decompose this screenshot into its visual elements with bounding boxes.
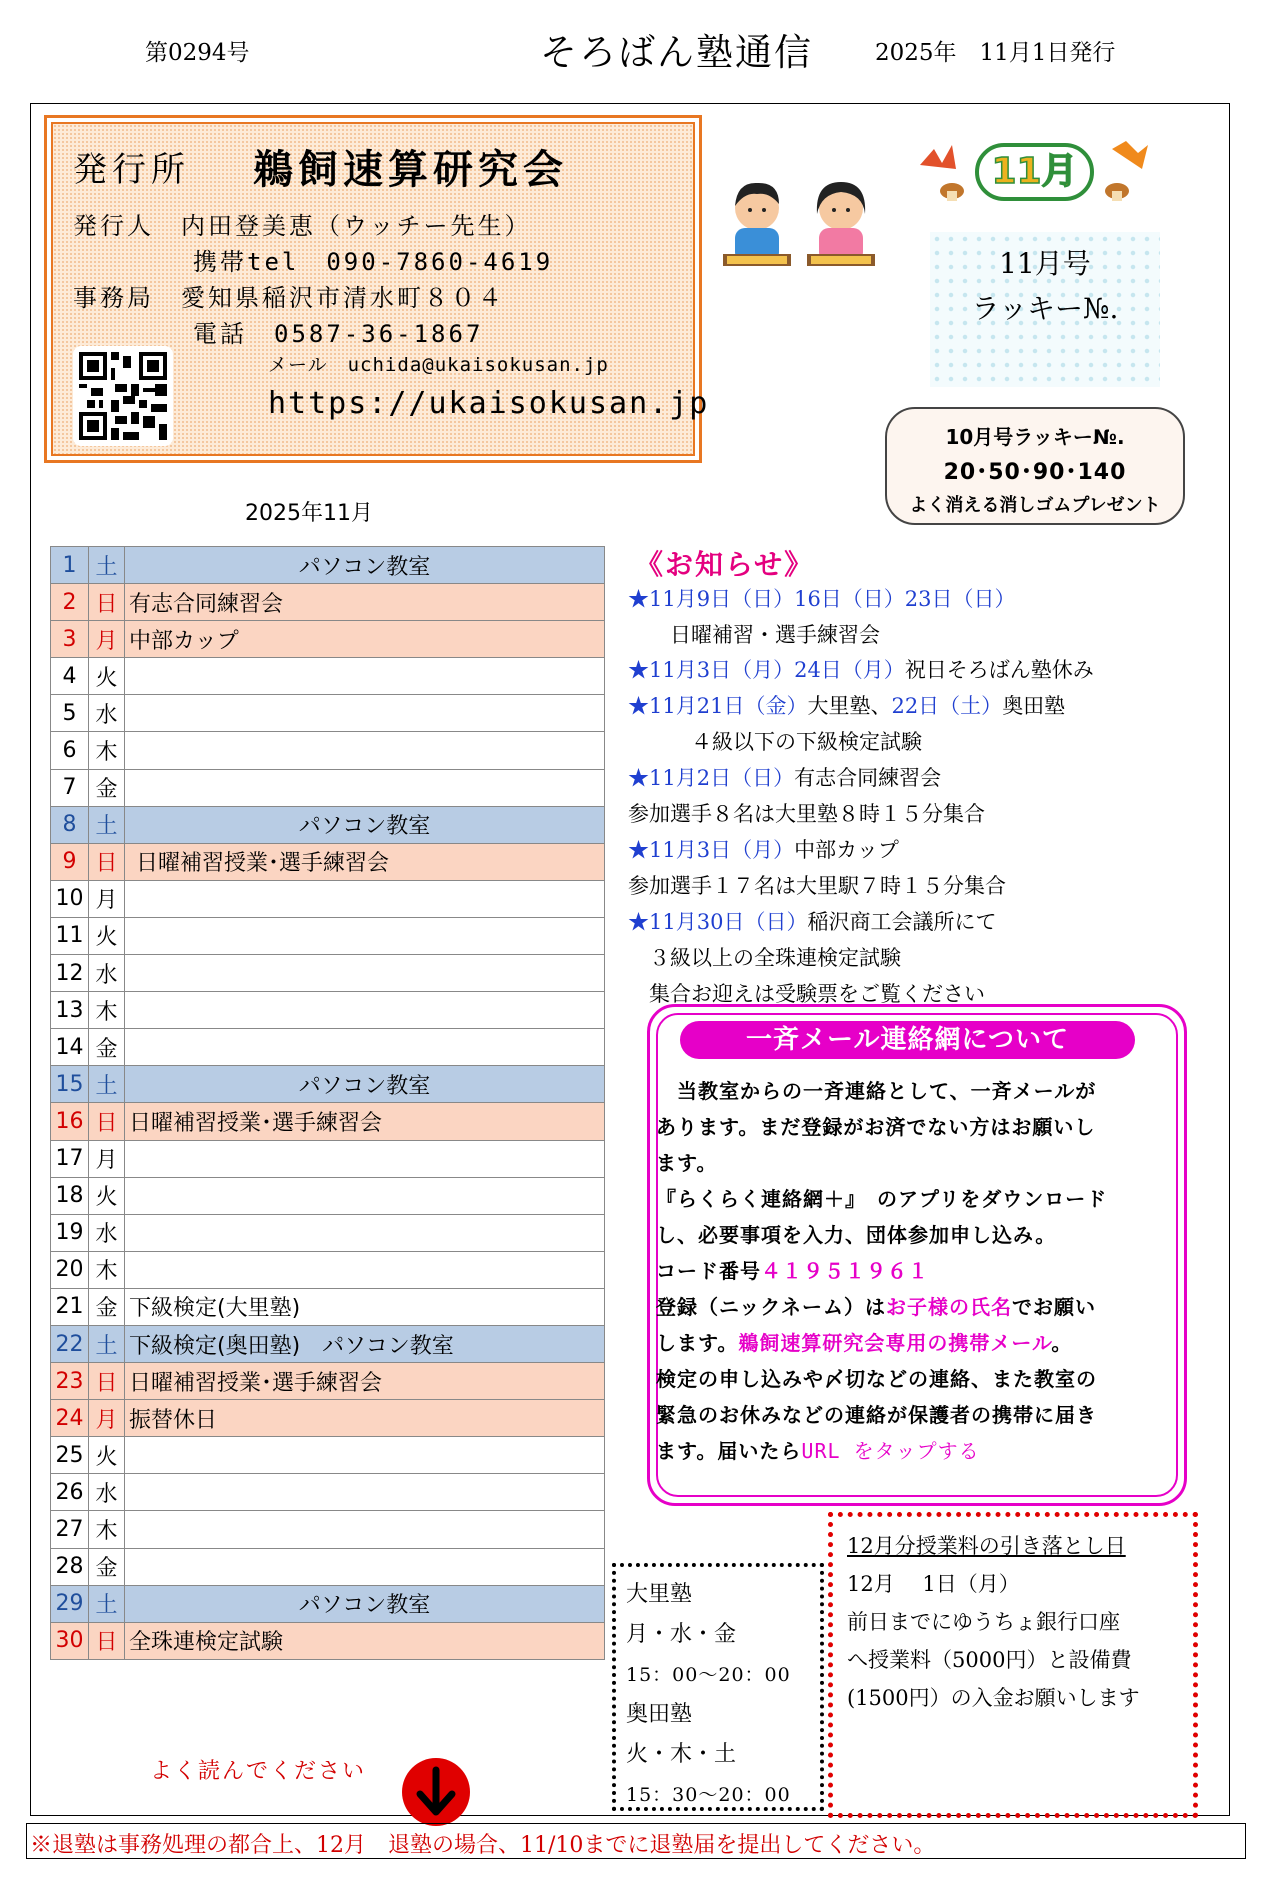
last-month-lucky [885,407,1185,525]
calendar-event [125,1437,605,1474]
calendar-date: 11 [51,917,89,954]
calendar-row [51,806,605,843]
calendar-row [51,1288,605,1325]
lucky-number-box [930,232,1160,387]
calendar-row [51,584,605,621]
calendar-event [125,917,605,954]
students-abacus-illustration [717,170,883,278]
notice-text: 祝日そろばん塾休み [904,658,1094,682]
calendar-row [51,1400,605,1437]
last-lucky-title: 10月号ラッキー№. [945,425,1125,449]
calendar-weekday: 日 [89,1622,125,1659]
last-lucky-prize: よく消える消しゴムプレゼント [909,495,1161,516]
issue-number: 第0294号 [145,40,250,66]
mail-line [656,1289,1186,1325]
mail-text-span: ます。届いたら [656,1439,802,1463]
mail-line: 検定の申し込みや〆切などの連絡、また教室の [656,1367,1097,1391]
notice-date: ★11月3日（月） [628,838,795,862]
calendar-event [125,658,605,695]
calendar-weekday: 日 [89,584,125,621]
notice-text: 奥田塾 [1002,694,1066,718]
calendar-event [125,732,605,769]
calendar-event [125,1511,605,1548]
fee-line: (1500円）の入金お願いします [847,1686,1140,1710]
calendar-event: 日曜補習授業･選手練習会 [125,1363,605,1400]
calendar-date: 21 [51,1288,89,1325]
mail-text-span: 登録（ニックネーム）は [656,1295,886,1319]
calendar-event: パソコン教室 [125,547,605,584]
calendar-event: 下級検定(大里塾) [125,1288,605,1325]
nickname-highlight: お子様の氏名 [886,1295,1012,1319]
read-please-note: よく読んでください [150,1759,367,1784]
calendar-weekday: 水 [89,1214,125,1251]
notice-text: 有志合同練習会 [794,766,942,790]
calendar-date: 23 [51,1363,89,1400]
calendar-event: 中部カップ [125,621,605,658]
calendar-date: 13 [51,992,89,1029]
notice-text: ３級以上の全珠連検定試験 [628,946,901,970]
mail-text-span: でお願い [1012,1295,1096,1319]
calendar-date: 8 [51,806,89,843]
calendar-event [125,1177,605,1214]
notice-date: ★11月2日（日） [628,766,795,790]
footer-notice-box [26,1823,1246,1859]
calendar-row [51,1029,605,1066]
calendar-date: 28 [51,1548,89,1585]
notice-text: 集合お迎えは受験票をご覧ください [628,982,985,1006]
fee-line: へ授業料（5000円）と設備費 [847,1648,1132,1672]
fee-line: 前日までにゆうちょ銀行口座 [847,1610,1120,1634]
notice-text: 参加選手８名は大里塾８時１５分集合 [628,802,985,826]
calendar-event [125,1251,605,1288]
calendar-weekday: 金 [89,1548,125,1585]
calendar-event [125,1474,605,1511]
calendar-row [51,1325,605,1362]
calendar-event: パソコン教室 [125,806,605,843]
mail-line [656,1325,1186,1361]
calendar-row [51,1511,605,1548]
last-lucky-numbers: 20･50･90･140 [943,460,1127,485]
newsletter-title: そろばん塾通信 [540,31,813,74]
notice-text: 稲沢商工会議所にて [807,910,997,934]
publisher-url[interactable]: https://ukaisokusan.jp [268,386,710,421]
mail-text-span: 。 [1051,1331,1073,1355]
mail-line: ます。 [656,1151,718,1175]
mail-line: し、必要事項を入力、団体参加申し込み。 [656,1223,1057,1247]
calendar-row [51,1066,605,1103]
notice-date: 22日（土） [891,694,1003,718]
calendar-date: 5 [51,695,89,732]
calendar-month: 2025年11月 [245,501,373,526]
fee-title: 12月分授業料の引き落とし日 [847,1534,1126,1558]
calendar-row [51,1251,605,1288]
notice-date: ★11月9日（日）16日（日）23日（日） [628,587,1016,611]
calendar-row [51,880,605,917]
calendar-date: 29 [51,1585,89,1622]
calendar-row [51,1437,605,1474]
publisher-address: 事務局 愛知県稲沢市清水町８０４ [73,284,505,312]
calendar-date: 10 [51,880,89,917]
notice-item [628,726,922,756]
code-number: ４１９５１９６１ [761,1259,929,1283]
calendar-weekday: 金 [89,1029,125,1066]
calendar-weekday: 日 [89,843,125,880]
fee-date: 12月 1日（月） [847,1572,1020,1596]
calendar-weekday: 水 [89,1474,125,1511]
calendar-event [125,769,605,806]
calendar-date: 6 [51,732,89,769]
calendar-event [125,992,605,1029]
calendar-row [51,992,605,1029]
calendar-row [51,732,605,769]
calendar-event: 日曜補習授業･選手練習会 [125,843,605,880]
down-arrow-icon [400,1756,472,1828]
calendar-event [125,1548,605,1585]
calendar-date: 1 [51,547,89,584]
calendar-row [51,769,605,806]
calendar-weekday: 月 [89,880,125,917]
calendar-row [51,1548,605,1585]
publisher-office-label: 発行所 [73,150,190,190]
notice-date: ★11月3日（月）24日（月） [628,658,905,682]
notice-item [628,690,1065,720]
calendar-weekday: 火 [89,917,125,954]
calendar-row [51,843,605,880]
calendar-weekday: 土 [89,1325,125,1362]
calendar-row [51,1214,605,1251]
publisher-name: 発行人 内田登美恵（ウッチー先生） [73,212,532,240]
calendar-date: 24 [51,1400,89,1437]
calendar-row [51,1474,605,1511]
calendar-date: 20 [51,1251,89,1288]
calendar-date: 3 [51,621,89,658]
calendar-row [51,547,605,584]
calendar-event: 日曜補習授業･選手練習会 [125,1103,605,1140]
tuition-fee-box [828,1512,1198,1818]
lucky-label: ラッキー№. [971,292,1119,325]
school-name: 大里塾 [626,1582,693,1607]
notice-title: 《お知らせ》 [635,548,815,581]
calendar-weekday: 日 [89,1363,125,1400]
mail-line: あります。まだ登録がお済でない方はお願いし [656,1115,1096,1139]
calendar-weekday: 火 [89,658,125,695]
class-schedule [612,1563,824,1811]
calendar-weekday: 土 [89,806,125,843]
calendar-weekday: 木 [89,732,125,769]
tap-url-link[interactable]: URL をタップする [801,1439,980,1463]
notice-item [628,654,1094,684]
calendar-weekday: 木 [89,1251,125,1288]
mail-line [656,1433,1186,1469]
calendar-date: 17 [51,1140,89,1177]
calendar-row [51,955,605,992]
qr-code-icon [73,346,173,446]
calendar-weekday: 日 [89,1103,125,1140]
calendar-event [125,955,605,992]
notice-date: ★11月21日（金） [628,694,808,718]
calendar-row [51,1103,605,1140]
dedicated-mail-highlight: 鵜飼速算研究会専用の携帯メール [738,1331,1052,1355]
notice-item [628,762,941,792]
footer-notice: ※退塾は事務処理の都合上、12月 退塾の場合、11/10までに退塾届を提出してください。 [30,1833,936,1858]
calendar-weekday: 月 [89,1400,125,1437]
calendar-row [51,621,605,658]
calendar-date: 9 [51,843,89,880]
mail-text-span: します。 [656,1331,739,1355]
calendar-weekday: 土 [89,1585,125,1622]
calendar-event: 下級検定(奥田塾) パソコン教室 [125,1325,605,1362]
mail-line: 『らくらく連絡網＋』 のアプリをダウンロード [656,1187,1108,1211]
calendar-event [125,1140,605,1177]
calendar-date: 25 [51,1437,89,1474]
notice-date: ★11月30日（日） [628,910,808,934]
calendar-table [50,546,605,1660]
calendar-event [125,1029,605,1066]
publisher-phone: 電話 0587-36-1867 [193,320,484,348]
mail-network-box [647,1004,1187,1506]
calendar-weekday: 月 [89,1140,125,1177]
notice-text: ４級以下の下級検定試験 [628,730,922,754]
calendar-event: 全珠連検定試験 [125,1622,605,1659]
publisher-mobile: 携帯tel 090-7860-4619 [193,248,554,276]
notice-text: 参加選手１７名は大里駅７時１５分集合 [628,874,1006,898]
calendar-date: 2 [51,584,89,621]
calendar-weekday: 水 [89,955,125,992]
calendar-row [51,658,605,695]
mail-line: 当教室からの一斉連絡として、一斉メールが [656,1079,1097,1103]
notice-text: 日曜補習・選手練習会 [628,623,880,647]
publisher-card [44,115,710,463]
mail-network-text [656,1073,1186,1469]
school-days: 火・木・土 [626,1742,737,1767]
calendar-date: 27 [51,1511,89,1548]
calendar-weekday: 金 [89,1288,125,1325]
notice-item [628,906,996,936]
calendar-date: 26 [51,1474,89,1511]
school-name: 奥田塾 [626,1702,693,1727]
calendar-event: 振替休日 [125,1400,605,1437]
notice-item [628,870,1006,900]
calendar-weekday: 月 [89,621,125,658]
calendar-event: パソコン教室 [125,1066,605,1103]
calendar-date: 22 [51,1325,89,1362]
calendar-date: 7 [51,769,89,806]
calendar-date: 18 [51,1177,89,1214]
school-hours: 15：30～20：00 [626,1784,791,1806]
calendar-weekday: 木 [89,992,125,1029]
notice-item [628,942,901,972]
school-hours: 15：00～20：00 [626,1664,791,1686]
calendar-date: 16 [51,1103,89,1140]
notice-item [628,798,985,828]
calendar-date: 15 [51,1066,89,1103]
notice-item [628,619,880,649]
calendar-weekday: 火 [89,1177,125,1214]
calendar-row [51,695,605,732]
issue-date: 2025年 11月1日発行 [875,40,1116,66]
code-label: コード番号 [656,1259,761,1283]
calendar-weekday: 金 [89,769,125,806]
notice-text: 大里塾、 [807,694,892,718]
calendar-date: 19 [51,1214,89,1251]
notice-text: 中部カップ [794,838,899,862]
calendar-weekday: 水 [89,695,125,732]
month-badge-text: 11月 [991,151,1078,192]
mail-network-title: 一斉メール連絡網について [680,1021,1135,1059]
school-days: 月・水・金 [626,1622,737,1647]
notice-item [628,583,1016,613]
calendar-row [51,1140,605,1177]
calendar-date: 12 [51,955,89,992]
publisher-org-name: 鵜飼速算研究会 [253,147,568,193]
publisher-email[interactable]: メール uchida@ukaisokusan.jp [268,354,609,376]
calendar-row [51,917,605,954]
calendar-row [51,1363,605,1400]
calendar-date: 4 [51,658,89,695]
calendar-event: 有志合同練習会 [125,584,605,621]
calendar-date: 14 [51,1029,89,1066]
calendar-row [51,1622,605,1659]
calendar-weekday: 土 [89,1066,125,1103]
calendar-event [125,880,605,917]
month-badge [912,135,1157,205]
calendar-weekday: 火 [89,1437,125,1474]
notice-item [628,834,899,864]
calendar-weekday: 土 [89,547,125,584]
calendar-row [51,1177,605,1214]
calendar-event [125,695,605,732]
calendar-date: 30 [51,1622,89,1659]
calendar-row [51,1585,605,1622]
mail-line: 緊急のお休みなどの連絡が保護者の携帯に届き [656,1403,1097,1427]
calendar-event: パソコン教室 [125,1585,605,1622]
mail-line [656,1253,1186,1289]
calendar-event [125,1214,605,1251]
lucky-month: 11月号 [999,247,1091,280]
calendar-weekday: 木 [89,1511,125,1548]
